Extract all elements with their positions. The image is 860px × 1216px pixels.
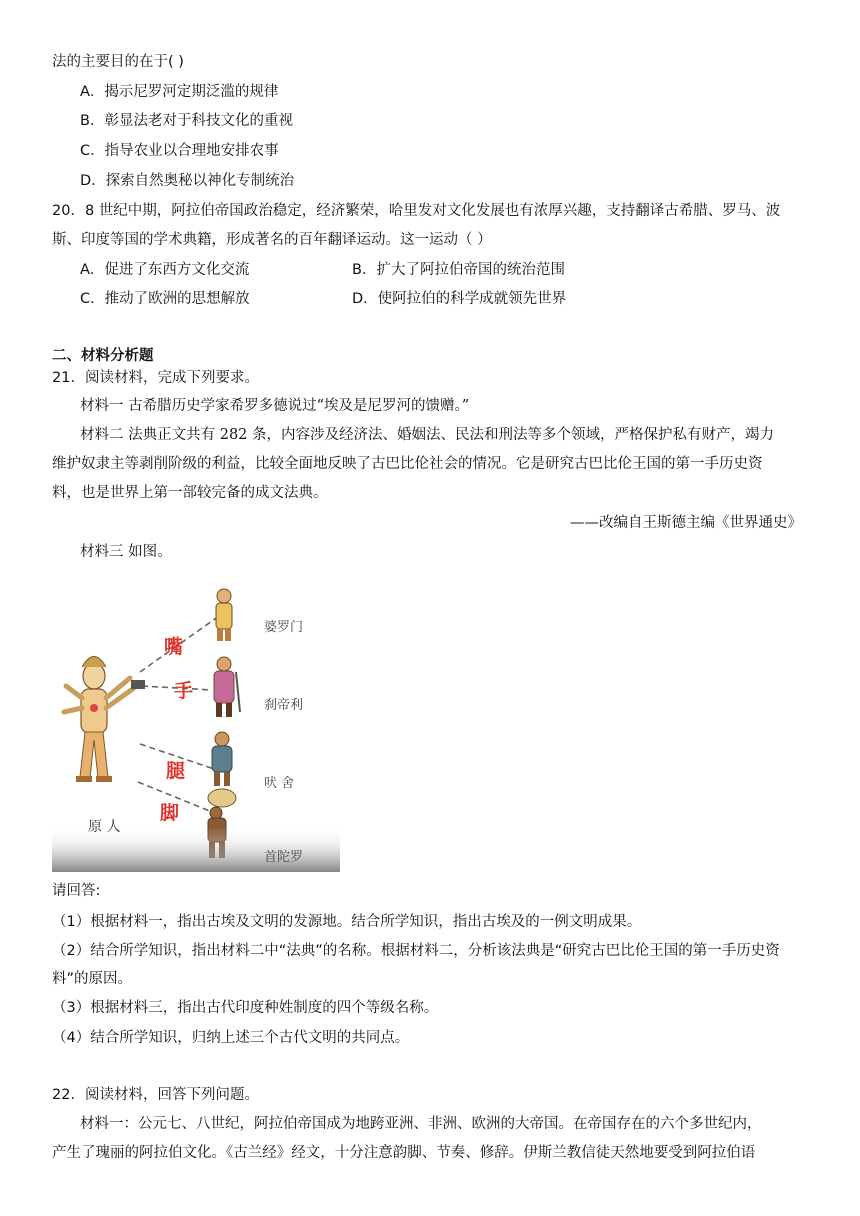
q21-material2-line2: 维护奴隶主等剥削阶级的利益，比较全面地反映了古巴比伦社会的情况。它是研究古巴比伦王国的第一手历史资 — [52, 456, 763, 472]
caste-label-kshatriya: 刹帝利 — [264, 698, 304, 713]
section-title: 二、材料分析题 — [52, 348, 154, 364]
q21-material2-line1: 材料二 法典正文共有 282 条，内容涉及经济法、婚姻法、民法和刑法等多个领域，严格保护私有财产，竭力 — [80, 427, 774, 443]
q21-material1: 材料一 古希腊历史学家希罗多德说过“埃及是尼罗河的馈赠。” — [80, 398, 470, 414]
q21-ask: 请回答: — [52, 883, 101, 899]
label-foot: 脚 — [160, 802, 180, 824]
purusha-figure-icon — [64, 657, 145, 783]
kshatriya-figure-icon — [214, 657, 240, 717]
q22-intro: 22．阅读材料，回答下列问题。 — [52, 1087, 259, 1103]
label-leg: 腿 — [166, 760, 186, 782]
label-hand: 手 — [174, 680, 194, 702]
q20-stem-line1: 20．8 世纪中期，阿拉伯帝国政治稳定，经济繁荣，哈里发对文化发展也有浓厚兴趣，支持翻译古希腊、罗马、波 — [52, 203, 781, 219]
label-mouth: 嘴 — [164, 636, 184, 658]
q19-stem-tail: 法的主要目的在于( ) — [52, 54, 184, 70]
q21-question-4: （4）结合所学知识，归纳上述三个古代文明的共同点。 — [52, 1030, 410, 1046]
q21-intro: 21．阅读材料，完成下列要求。 — [52, 370, 259, 386]
q20-stem-line2: 斯、印度等国的学术典籍，形成著名的百年翻译运动。这一运动（ ） — [52, 232, 492, 248]
q21-material3: 材料三 如图。 — [80, 544, 172, 560]
q19-option-d: D．探索自然奥秘以神化专制统治 — [80, 173, 295, 189]
q21-question-2: （2）结合所学知识，指出材料二中“法典”的名称。根据材料二，分析该法典是“研究古巴比伦王国的第一手历史资 — [52, 943, 780, 959]
caste-label-vaishya: 吠 舍 — [264, 776, 295, 791]
q19-option-c: C．指导农业以合理地安排农事 — [80, 143, 279, 159]
vaishya-figure-icon — [212, 732, 232, 786]
q21-material2-line3: 料，也是世界上第一部较完备的成文法典。 — [52, 485, 328, 501]
q20-option-d: D．使阿拉伯的科学成就领先世界 — [352, 291, 567, 307]
q19-option-a: A．揭示尼罗河定期泛滥的规律 — [80, 84, 279, 100]
q19-option-b: B．彰显法老对于科技文化的重视 — [80, 113, 293, 129]
caste-figure — [52, 572, 340, 872]
q21-question-2-cont: 料”的原因。 — [52, 971, 133, 987]
q22-material1-line1: 材料一：公元七、八世纪，阿拉伯帝国成为地跨亚洲、非洲、欧洲的大帝国。在帝国存在的六个多世纪内， — [80, 1116, 762, 1132]
q20-option-b: B．扩大了阿拉伯帝国的统治范围 — [352, 262, 565, 278]
q21-question-3: （3）根据材料三，指出古代印度种姓制度的四个等级名称。 — [52, 1000, 439, 1016]
q21-question-1: （1）根据材料一，指出古埃及文明的发源地。结合所学知识，指出古埃及的一例文明成果。 — [52, 914, 642, 930]
brahmin-figure-icon — [216, 589, 232, 641]
caste-label-shudra: 首陀罗 — [264, 850, 304, 865]
q22-material1-line2: 产生了瑰丽的阿拉伯文化。《古兰经》经文，十分注意韵脚、节奏、修辞。伊斯兰教信徒天然地要受到阿拉伯语 — [52, 1145, 756, 1161]
label-origin: 原 人 — [88, 819, 121, 835]
q20-option-c: C．推动了欧洲的思想解放 — [80, 291, 250, 307]
caste-label-brahmin: 婆罗门 — [264, 620, 304, 635]
q20-option-a: A．促进了东西方文化交流 — [80, 262, 250, 278]
q21-source: ——改编自王斯德主编《世界通史》 — [570, 515, 802, 531]
